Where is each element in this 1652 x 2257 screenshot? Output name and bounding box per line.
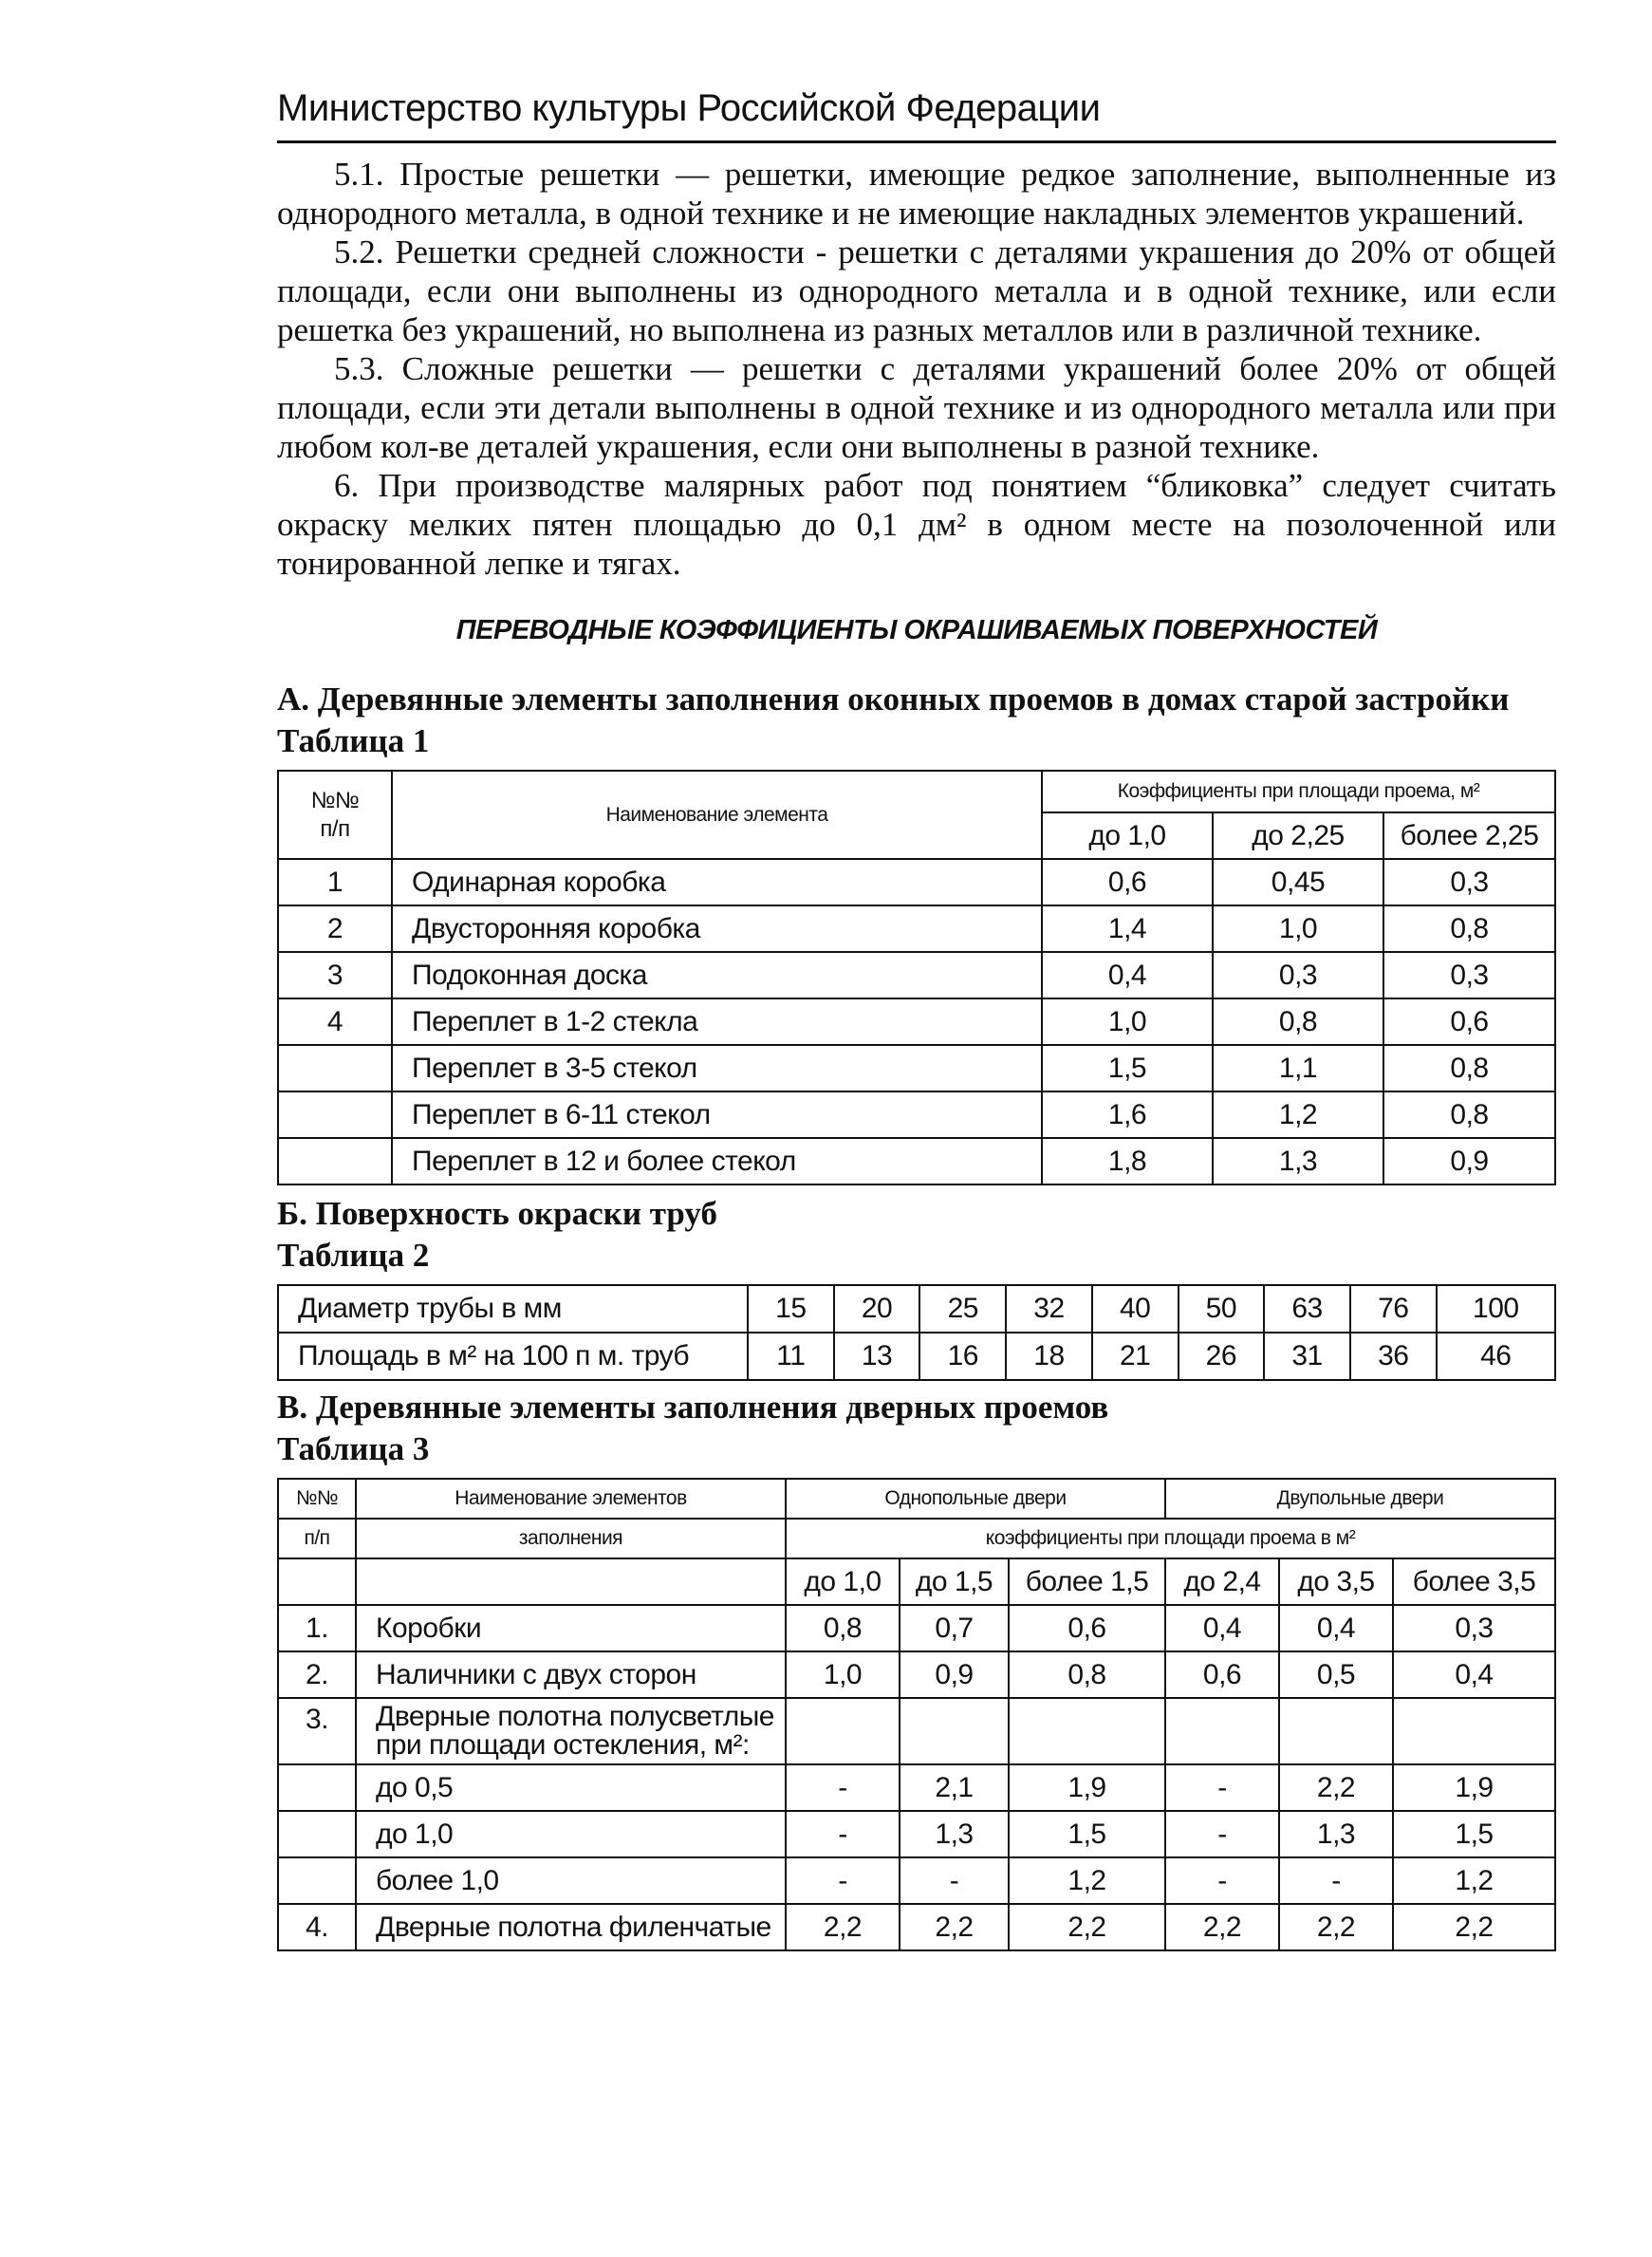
table-row: [278, 998, 1555, 1045]
empty-cell: [278, 1558, 356, 1605]
paragraph: 5.1. Простые решетки — решетки, имеющие редкое заполнение, выполненные из однородного металла, в одной технике и не имеющие накладных элементов украшений.: [277, 156, 1556, 232]
cell-value: 2,2: [1165, 1904, 1279, 1950]
cell-num: [278, 1857, 356, 1904]
table-row: [278, 1091, 1555, 1138]
table1-header-num: №№ п/п: [278, 771, 392, 859]
cell-value: 2,2: [1279, 1904, 1393, 1950]
table1-heading: А. Деревянные элементы заполнения оконных проемов в домах старой застройки: [277, 681, 1510, 718]
table3-subcol: более 1,5: [1009, 1558, 1165, 1605]
table3-subcol: до 2,4: [1165, 1558, 1279, 1605]
cell-value: 0,6: [1009, 1605, 1165, 1651]
table3-subcol: более 3,5: [1393, 1558, 1555, 1605]
table3-header-double: Двупольные двери: [1165, 1479, 1555, 1519]
cell-value: 1,2: [1213, 1091, 1383, 1138]
cell-value: 0,4: [1042, 952, 1213, 998]
cell-num: 4: [278, 998, 392, 1045]
table3-heading: В. Деревянные элементы заполнения дверных проемов: [277, 1389, 1109, 1426]
cell-value: -: [1165, 1857, 1279, 1904]
cell-value: 18: [1006, 1333, 1092, 1380]
cell-name: Дверные полотна филенчатые: [356, 1904, 786, 1950]
paragraph: 5.2. Решетки средней сложности - решетки с деталями украшения до 20% от общей площади, если они выполнены из однородного металла и в одной технике, или если решетка без украшений, но выполнена из разных металлов или в различной технике.: [277, 233, 1556, 348]
table2: [277, 1284, 1556, 1381]
cell-value: 0,3: [1383, 859, 1555, 905]
cell-value: [1279, 1698, 1393, 1764]
table1: [277, 770, 1556, 1185]
table-row: [278, 1764, 1555, 1811]
cell-num: 2: [278, 905, 392, 952]
cell-value: 1,3: [1279, 1811, 1393, 1857]
cell-value: 0,8: [1383, 1091, 1555, 1138]
cell-value: 1,5: [1042, 1045, 1213, 1091]
table1-header-name: Наименование элемента: [392, 771, 1042, 859]
cell-value: [1393, 1698, 1555, 1764]
cell-value: 46: [1437, 1333, 1555, 1380]
cell-value: 16: [919, 1333, 1006, 1380]
cell-num: [278, 1138, 392, 1184]
cell-value: 0,8: [1213, 998, 1383, 1045]
table-row: [278, 905, 1555, 952]
table2-caption: Таблица 2: [277, 1237, 430, 1274]
cell-value: 1,0: [786, 1651, 900, 1698]
cell-name: до 0,5: [356, 1764, 786, 1811]
table-row: [278, 1904, 1555, 1950]
running-header: Министерство культуры Российской Федерации: [277, 85, 1556, 143]
cell-value: 0,8: [1383, 905, 1555, 952]
cell-value: 1,0: [1213, 905, 1383, 952]
table-row: [278, 1651, 1555, 1698]
cell-value: 0,9: [1383, 1138, 1555, 1184]
cell-value: 2,2: [786, 1904, 900, 1950]
cell-value: -: [1165, 1811, 1279, 1857]
table3-header-name: заполнения: [356, 1519, 786, 1558]
table-row: [278, 1605, 1555, 1651]
cell-value: 2,2: [1009, 1904, 1165, 1950]
cell-value: [1165, 1698, 1279, 1764]
cell-value: 1,8: [1042, 1138, 1213, 1184]
paragraph: 6. При производстве малярных работ под понятием “бликовка” следует считать окраску мелких пятен площадью до 0,1 дм² в одном месте на позолоченной или тонированной лепке и тягах.: [277, 467, 1556, 582]
table-row: [278, 1811, 1555, 1857]
table3-header-num: №№: [278, 1479, 356, 1519]
table1-subcol: более 2,25: [1383, 812, 1555, 859]
cell-value: 1,5: [1393, 1811, 1555, 1857]
table1-header-group: Коэффициенты при площади проема, м²: [1042, 771, 1555, 812]
cell-num: 4.: [278, 1904, 356, 1950]
table3-header-coef: коэффициенты при площади проема в м²: [786, 1519, 1555, 1558]
cell-value: -: [1279, 1857, 1393, 1904]
cell-value: 1,3: [900, 1811, 1009, 1857]
cell-value: 76: [1350, 1285, 1437, 1333]
table3-caption: Таблица 3: [277, 1430, 430, 1467]
cell-value: 0,7: [900, 1605, 1009, 1651]
row-label: Диаметр трубы в мм: [278, 1285, 748, 1333]
table-row: [278, 1857, 1555, 1904]
cell-num: 3: [278, 952, 392, 998]
paragraph: 5.3. Сложные решетки — решетки с деталями украшений более 20% от общей площади, если эти детали выполнены в одной технике и из однородного металла или при любом кол-ве деталей украшения, если они выполнены в разной технике.: [277, 350, 1556, 465]
cell-value: 0,8: [1383, 1045, 1555, 1091]
cell-num: [278, 1091, 392, 1138]
cell-value: [786, 1698, 900, 1764]
cell-value: 100: [1437, 1285, 1555, 1333]
cell-value: 1,2: [1393, 1857, 1555, 1904]
table3-header-num: п/п: [278, 1519, 356, 1558]
cell-value: 1,4: [1042, 905, 1213, 952]
cell-value: 0,5: [1279, 1651, 1393, 1698]
body-text: [277, 155, 1556, 583]
cell-name: Переплет в 12 и более стекол: [392, 1138, 1042, 1184]
cell-value: 63: [1264, 1285, 1350, 1333]
cell-value: 20: [834, 1285, 920, 1333]
table1-caption: Таблица 1: [277, 722, 430, 759]
table1-subcol: до 1,0: [1042, 812, 1213, 859]
cell-value: 1,5: [1009, 1811, 1165, 1857]
cell-value: 1,1: [1213, 1045, 1383, 1091]
cell-value: 0,3: [1213, 952, 1383, 998]
cell-value: 40: [1092, 1285, 1179, 1333]
cell-value: 0,9: [900, 1651, 1009, 1698]
table-row: [278, 952, 1555, 998]
cell-name: Переплет в 3-5 стекол: [392, 1045, 1042, 1091]
cell-num: 1.: [278, 1605, 356, 1651]
cell-value: 36: [1350, 1333, 1437, 1380]
table3-subcol: до 3,5: [1279, 1558, 1393, 1605]
cell-value: 1,9: [1393, 1764, 1555, 1811]
cell-value: [900, 1698, 1009, 1764]
table2-heading: Б. Поверхность окраски труб: [277, 1195, 717, 1232]
cell-value: 0,45: [1213, 859, 1383, 905]
cell-name: более 1,0: [356, 1857, 786, 1904]
cell-num: [278, 1045, 392, 1091]
cell-value: 2,1: [900, 1764, 1009, 1811]
table-row: [278, 1333, 1555, 1380]
cell-value: 21: [1092, 1333, 1179, 1380]
cell-value: -: [786, 1857, 900, 1904]
cell-value: 0,4: [1165, 1605, 1279, 1651]
cell-value: -: [900, 1857, 1009, 1904]
cell-value: 1,3: [1213, 1138, 1383, 1184]
cell-num: [278, 1764, 356, 1811]
cell-value: 1,9: [1009, 1764, 1165, 1811]
cell-value: [1009, 1698, 1165, 1764]
cell-name: Переплет в 6-11 стекол: [392, 1091, 1042, 1138]
row-label: Площадь в м² на 100 п м. труб: [278, 1333, 748, 1380]
empty-cell: [356, 1558, 786, 1605]
table-row: [278, 859, 1555, 905]
cell-num: [278, 1811, 356, 1857]
cell-name: до 1,0: [356, 1811, 786, 1857]
cell-value: -: [786, 1764, 900, 1811]
table-row: [278, 1285, 1555, 1333]
cell-name: Двусторонняя коробка: [392, 905, 1042, 952]
document-page: [277, 85, 1556, 1951]
cell-value: 13: [834, 1333, 920, 1380]
cell-name: Подоконная доска: [392, 952, 1042, 998]
section-title: ПЕРЕВОДНЫЕ КОЭФФИЦИЕНТЫ ОКРАШИВАЕМЫХ ПОВЕРХНОСТЕЙ: [455, 615, 1378, 645]
cell-name: Переплет в 1-2 стекла: [392, 998, 1042, 1045]
table-row: [278, 1045, 1555, 1091]
cell-num: 2.: [278, 1651, 356, 1698]
cell-value: 0,6: [1165, 1651, 1279, 1698]
cell-value: 0,6: [1042, 859, 1213, 905]
cell-name: Коробки: [356, 1605, 786, 1651]
cell-num: 3.: [278, 1698, 356, 1764]
cell-name: Одинарная коробка: [392, 859, 1042, 905]
cell-value: 2,2: [1393, 1904, 1555, 1950]
cell-value: 11: [748, 1333, 834, 1380]
table3-subcol: до 1,5: [900, 1558, 1009, 1605]
cell-value: 1,6: [1042, 1091, 1213, 1138]
table-row: [278, 1138, 1555, 1184]
cell-name: Наличники с двух сторон: [356, 1651, 786, 1698]
cell-value: 0,4: [1393, 1651, 1555, 1698]
table1-subcol: до 2,25: [1213, 812, 1383, 859]
table-row: [278, 1698, 1555, 1764]
cell-value: 15: [748, 1285, 834, 1333]
cell-value: 0,3: [1393, 1605, 1555, 1651]
cell-value: 0,8: [1009, 1651, 1165, 1698]
table3-subcol: до 1,0: [786, 1558, 900, 1605]
cell-value: 32: [1006, 1285, 1092, 1333]
cell-value: 1,0: [1042, 998, 1213, 1045]
cell-value: 2,2: [1279, 1764, 1393, 1811]
cell-value: 1,2: [1009, 1857, 1165, 1904]
cell-value: -: [1165, 1764, 1279, 1811]
table3-header-single: Однопольные двери: [786, 1479, 1165, 1519]
cell-value: 50: [1179, 1285, 1265, 1333]
cell-value: 2,2: [900, 1904, 1009, 1950]
table3: [277, 1478, 1556, 1951]
cell-num: 1: [278, 859, 392, 905]
cell-value: 0,4: [1279, 1605, 1393, 1651]
cell-value: 0,6: [1383, 998, 1555, 1045]
cell-value: 0,8: [786, 1605, 900, 1651]
cell-value: -: [786, 1811, 900, 1857]
cell-value: 26: [1179, 1333, 1265, 1380]
cell-value: 0,3: [1383, 952, 1555, 998]
table3-header-name: Наименование элементов: [356, 1479, 786, 1519]
cell-value: 31: [1264, 1333, 1350, 1380]
cell-value: 25: [919, 1285, 1006, 1333]
cell-name: Дверные полотна полусветлые при площади остекления, м²:: [356, 1698, 786, 1764]
